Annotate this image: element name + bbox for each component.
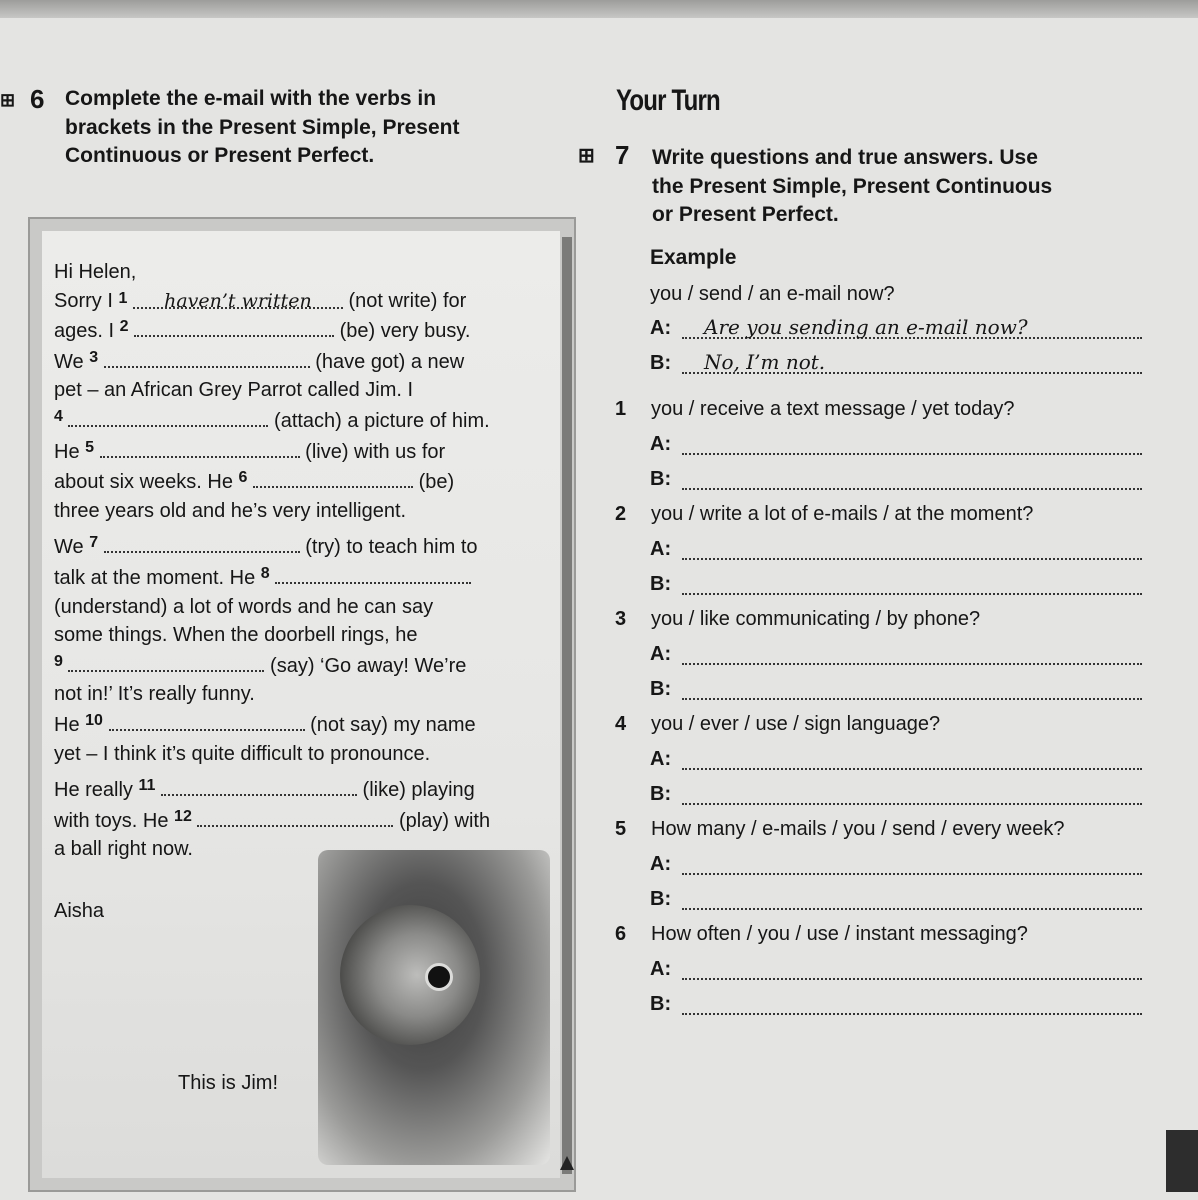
answer-b-field[interactable]: B:	[650, 888, 1142, 916]
answer-a-field[interactable]: A:	[650, 643, 1142, 671]
answer-a-field[interactable]: A:	[650, 748, 1142, 776]
email-signature: Aisha	[54, 900, 105, 922]
answer-b-field[interactable]: B:	[650, 783, 1142, 811]
answer-b-field[interactable]: B:	[650, 468, 1142, 496]
answer-b-field[interactable]: B:	[650, 678, 1142, 706]
question-6: 6 How often / you / use / instant messaging?	[615, 923, 1028, 945]
blank-6[interactable]	[253, 466, 413, 488]
blank-10[interactable]	[109, 709, 305, 731]
bleed-through-text	[600, 400, 604, 431]
parrot-eye-shape	[425, 963, 453, 991]
blank-9[interactable]	[68, 650, 264, 672]
example-question: you / send / an e-mail now?	[650, 283, 895, 305]
page-edge-tab	[1166, 1130, 1198, 1192]
photo-caption: This is Jim!	[178, 1072, 278, 1094]
example-answer-b: B: No, I’m not.	[650, 352, 1142, 380]
answer-b-field[interactable]: B:	[650, 993, 1142, 1021]
exercise-number: 7	[615, 140, 630, 170]
answer-b-field[interactable]: B:	[650, 573, 1142, 601]
question-1: 1 you / receive a text message / yet today?	[615, 398, 1015, 420]
answer-a-field[interactable]: A:	[650, 958, 1142, 986]
answer-1: haven’t written	[164, 289, 312, 312]
blank-3[interactable]	[104, 346, 310, 368]
blank-12[interactable]	[197, 805, 393, 827]
example-label: Example	[650, 246, 737, 269]
pair-work-icon: ⊞	[0, 90, 16, 110]
scroll-arrow-icon[interactable]	[560, 1156, 574, 1170]
question-4: 4 you / ever / use / sign language?	[615, 713, 941, 735]
answer-a-field[interactable]: A:	[650, 538, 1142, 566]
question-3: 3 you / like communicating / by phone?	[615, 608, 981, 630]
exercise-number: 6	[30, 84, 45, 114]
email-text: Hi Helen, Sorry I $^1$ haven’t written (not write) for ages. I $^2$ (be) very busy. We $^3$ (have got) a new pet – an African Grey Parrot called Jim. I $^4$ (attach) a picture of him. He $^5$ (live) with us for about six weeks. He $^6$ (be) three years old and he’s very intelligent. We $^7$ (try) to teach him to talk at the moment. He $^8$ (understand) a lot of words and he can say some things. When the doorbell rings, he $^9$ (say) ‘Go away! We’re not in!’ It’s really funny. He $^{10}$ (not say) my name yet – I think it’s quite difficult to pronounce. He really $^{11}$ (like) playing with toys. He $^{12}$ (play) with a ball right now.	[54, 258, 534, 864]
example-answer-a: A: Are you sending an e-mail now?	[650, 317, 1142, 345]
blank-7[interactable]	[104, 531, 300, 553]
blank-5[interactable]	[100, 436, 300, 458]
answer-a-field[interactable]: A:	[650, 853, 1142, 881]
exercise-instruction: Complete the e-mail with the verbs in brackets in the Present Simple, Present Continuous or Present Perfect.	[65, 87, 460, 167]
parrot-head-shape	[340, 905, 480, 1045]
question-2: 2 you / write a lot of e-mails / at the moment?	[615, 503, 1034, 525]
scrollbar[interactable]	[562, 237, 572, 1174]
question-5: 5 How many / e-mails / you / send / every week?	[615, 818, 1065, 840]
greeting: Hi Helen,	[54, 261, 137, 283]
scanned-page-top-edge	[0, 0, 1198, 18]
blank-8[interactable]	[275, 562, 471, 584]
blank-11[interactable]	[161, 774, 357, 796]
blank-4[interactable]	[68, 405, 268, 427]
section-heading: Your Turn	[616, 84, 720, 117]
blank-2[interactable]	[134, 315, 334, 337]
exercise-instruction: Write questions and true answers. Use the Present Simple, Present Continuous or Present Perfect.	[652, 146, 1053, 226]
answer-a-field[interactable]: A:	[650, 433, 1142, 461]
pair-work-icon: ⊞	[578, 145, 595, 167]
